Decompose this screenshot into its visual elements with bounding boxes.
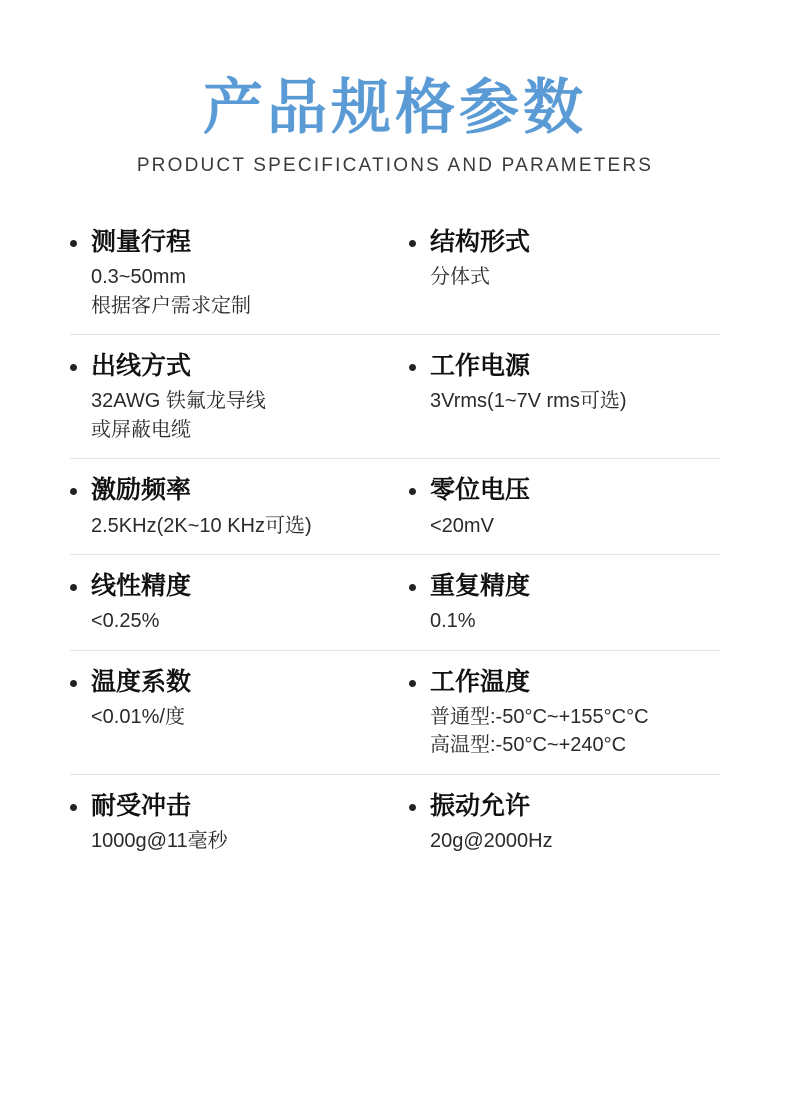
spec-label-wrap [70,475,383,506]
spec-label-wrap [409,667,708,698]
bullet-icon [70,804,77,811]
bullet-icon [409,364,416,371]
spec-label-wrap [409,571,708,602]
spec-label: 出线方式 [91,352,192,381]
spec-label: 零位电压 [430,476,531,505]
spec-item [395,227,720,320]
spec-item [395,791,720,856]
spec-label: 线性精度 [91,571,192,600]
bullet-icon [409,680,416,687]
spec-label-wrap [409,227,708,258]
spec-item [70,351,395,444]
spec-label: 工作温度 [430,667,531,696]
spec-value: <0.25% [91,610,160,633]
spec-value: 0.3~50mm [91,266,187,289]
spec-value: 普通型:-50°C~+155°C°C [430,705,649,728]
spec-label: 温度系数 [91,667,192,696]
spec-value: 分体式 [430,266,490,289]
spec-value: 3Vrms(1~7V rms可选) [430,390,627,413]
spec-item [395,571,720,636]
spec-label: 测量行程 [91,228,192,257]
spec-label-wrap [409,475,708,506]
spec-value: 高温型:-50°C~+240°C [430,734,627,757]
spec-value-group [430,827,708,855]
spec-value: 或屏蔽电缆 [91,418,191,441]
spec-value-group [430,512,708,540]
page-subtitle: PRODUCT SPECIFICATIONS AND PARAMETERS [136,155,654,177]
spec-label: 激励频率 [91,476,192,505]
spec-value-group [91,607,383,635]
spec-value-group [430,607,708,635]
spec-label-wrap [70,351,383,382]
spec-label-wrap [409,791,708,822]
spec-row [70,211,720,335]
spec-item [70,791,395,856]
spec-label-wrap [70,791,383,822]
spec-value: 32AWG 铁氟龙导线 [91,390,266,413]
spec-value: 20g@2000Hz [430,829,553,852]
spec-label-wrap [70,571,383,602]
spec-value-group [430,703,708,760]
spec-value: 0.1% [430,610,476,633]
bullet-icon [70,680,77,687]
spec-item [70,227,395,320]
spec-value: <0.01%/度 [91,705,185,728]
spec-value-group [91,387,383,444]
spec-label: 工作电源 [430,352,531,381]
spec-item [70,475,395,540]
page-title: 产品规格参数 [203,74,587,141]
spec-row [70,459,720,555]
bullet-icon [70,584,77,591]
page-header [70,0,720,177]
spec-row [70,775,720,870]
specification-list [70,211,720,869]
spec-row [70,555,720,651]
spec-label: 重复精度 [430,571,531,600]
spec-value: 2.5KHz(2K~10 KHz可选) [91,514,312,537]
spec-value-group [430,387,708,415]
bullet-icon [70,488,77,495]
spec-label: 耐受冲击 [91,791,192,820]
spec-value-group [91,703,383,731]
spec-value: 根据客户需求定制 [91,294,251,317]
bullet-icon [70,240,77,247]
spec-value-group [91,263,383,320]
spec-value: 1000g@11毫秒 [91,829,228,852]
spec-item [70,571,395,636]
bullet-icon [409,804,416,811]
spec-label-wrap [70,227,383,258]
spec-item [395,351,720,444]
spec-label-wrap [70,667,383,698]
spec-row [70,335,720,459]
spec-row [70,651,720,775]
spec-value-group [430,263,708,291]
bullet-icon [409,240,416,247]
spec-label-wrap [409,351,708,382]
bullet-icon [70,364,77,371]
spec-label: 结构形式 [430,228,531,257]
spec-value-group [91,827,383,855]
spec-item [395,667,720,760]
spec-value-group [91,512,383,540]
spec-item [70,667,395,760]
spec-item [395,475,720,540]
bullet-icon [409,584,416,591]
spec-value: <20mV [430,514,494,537]
bullet-icon [409,488,416,495]
spec-label: 振动允许 [430,791,531,820]
